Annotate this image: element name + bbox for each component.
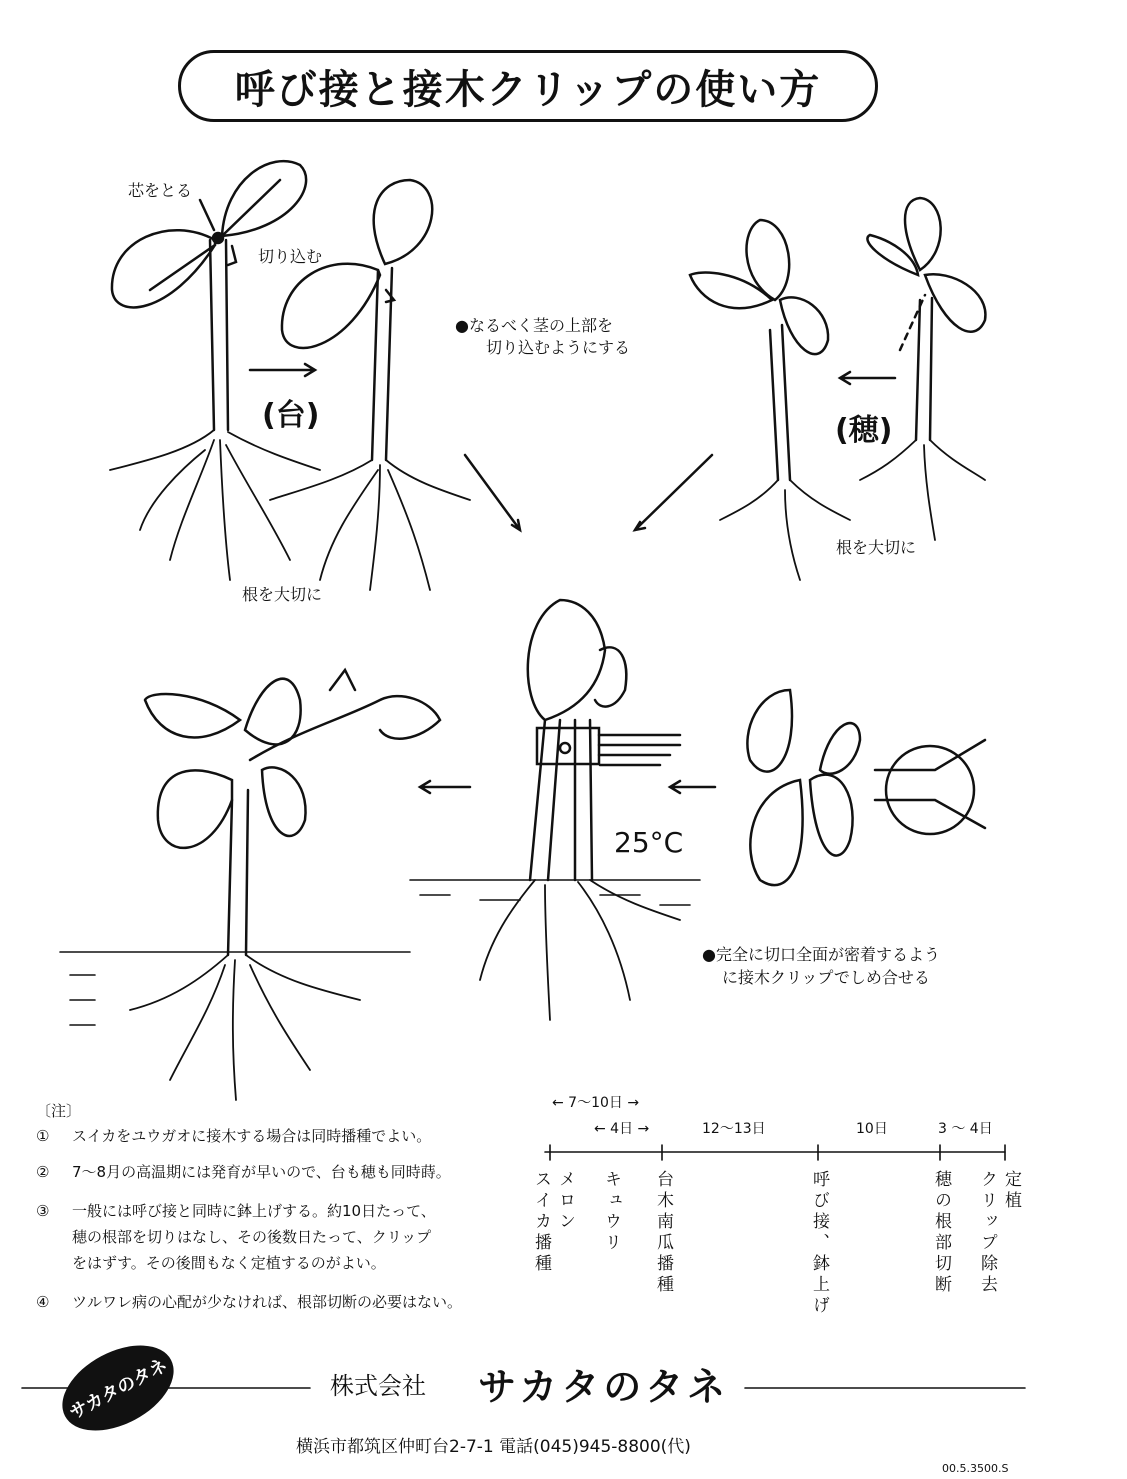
timeline-span-4: 3 ～ 4日 [938, 1121, 993, 1137]
timeline-span-3: 10日 [856, 1121, 888, 1137]
timeline-span-1: ← 4日 → [594, 1121, 650, 1137]
footer-company-type: 株式会社 [330, 1372, 426, 1400]
note-1-num: ① [36, 1127, 50, 1145]
note-top-line-1: ●なるべく茎の上部を [455, 316, 613, 335]
label-shin: 芯をとる [128, 181, 193, 200]
footer-print-code: 00.5.3500.S [942, 1462, 1009, 1475]
timeline-event-clip-removal: クリップ除去 [977, 1170, 997, 1296]
note-4: ツルワレ病の心配が少なければ、根部切断の必要はない。 [72, 1293, 463, 1311]
timeline-event-melon: メロン [555, 1170, 575, 1233]
note-clip-line-1: ●完全に切口全面が密着するよう [702, 945, 940, 964]
page-title: 呼び接と接木クリップの使い方 [178, 50, 878, 122]
scion-roots-right-1 [720, 480, 850, 580]
note-clip-line-2: に接木クリップでしめ合せる [722, 968, 930, 987]
timeline-span-top: ← 7～10日 → [552, 1095, 640, 1111]
label-temperature: 25°C [614, 826, 684, 859]
scion-seedling-right-2 [867, 198, 985, 440]
note-3-line-2: 穂の根部を切りはなし、その後数日たって、クリップ [72, 1228, 432, 1246]
note-4-num: ④ [36, 1293, 50, 1311]
label-dai: (台) [262, 398, 320, 433]
footer-brand: サカタのタネ [478, 1365, 730, 1409]
company-logo: サカタのタネ [48, 1328, 188, 1448]
soil-center [410, 880, 700, 905]
note-top-line-2: 切り込むようにする [486, 338, 631, 357]
note-2: 7～8月の高温期には発育が早いので、台も穂も同時蒔。 [72, 1163, 451, 1181]
timeline-event-rootstock-sowing: 台木南瓜播種 [653, 1170, 673, 1296]
note-3-line-3: をはずす。その後間もなく定植するのがよい。 [72, 1254, 386, 1272]
scion-roots-right-2 [860, 440, 985, 540]
label-roots-left: 根を大切に [242, 585, 323, 604]
clip-detail-right [747, 690, 985, 885]
notes-heading: 〔注〕 [36, 1102, 82, 1120]
scion-seedling-right-1 [690, 220, 828, 480]
timeline-span-2: 12～13日 [702, 1121, 766, 1137]
timeline-event-cucumber: キュウリ [601, 1170, 621, 1254]
timeline-axis [545, 1145, 1005, 1160]
note-3-num: ③ [36, 1202, 50, 1220]
roots-left [130, 955, 360, 1100]
note-2-num: ② [36, 1163, 50, 1181]
footer-address: 横浜市都筑区仲町台2-7-1 電話(045)945-8800(代) [296, 1437, 691, 1457]
cut-seedling-roots-left [270, 460, 470, 590]
note-1: スイカをユウガオに接木する場合は同時播種でよい。 [72, 1127, 432, 1145]
rootstock-roots-left [110, 430, 320, 580]
label-roots-right: 根を大切に [836, 538, 917, 557]
transplanted-plant-left [145, 670, 440, 955]
timeline-event-root-cut: 穂の根部切断 [931, 1170, 951, 1296]
note-3-line-1: 一般には呼び接と同時に鉢上げする。約10日たって、 [72, 1202, 436, 1220]
timeline-event-grafting: 呼び接、鉢上げ [809, 1170, 829, 1317]
timeline-event-watermelon: スイカ播種 [531, 1170, 551, 1275]
timeline-event-planting: 定植 [1001, 1170, 1021, 1212]
roots-center [480, 880, 680, 1020]
label-kirikomu: 切り込む [258, 247, 323, 266]
label-ho: (穂) [835, 413, 893, 448]
